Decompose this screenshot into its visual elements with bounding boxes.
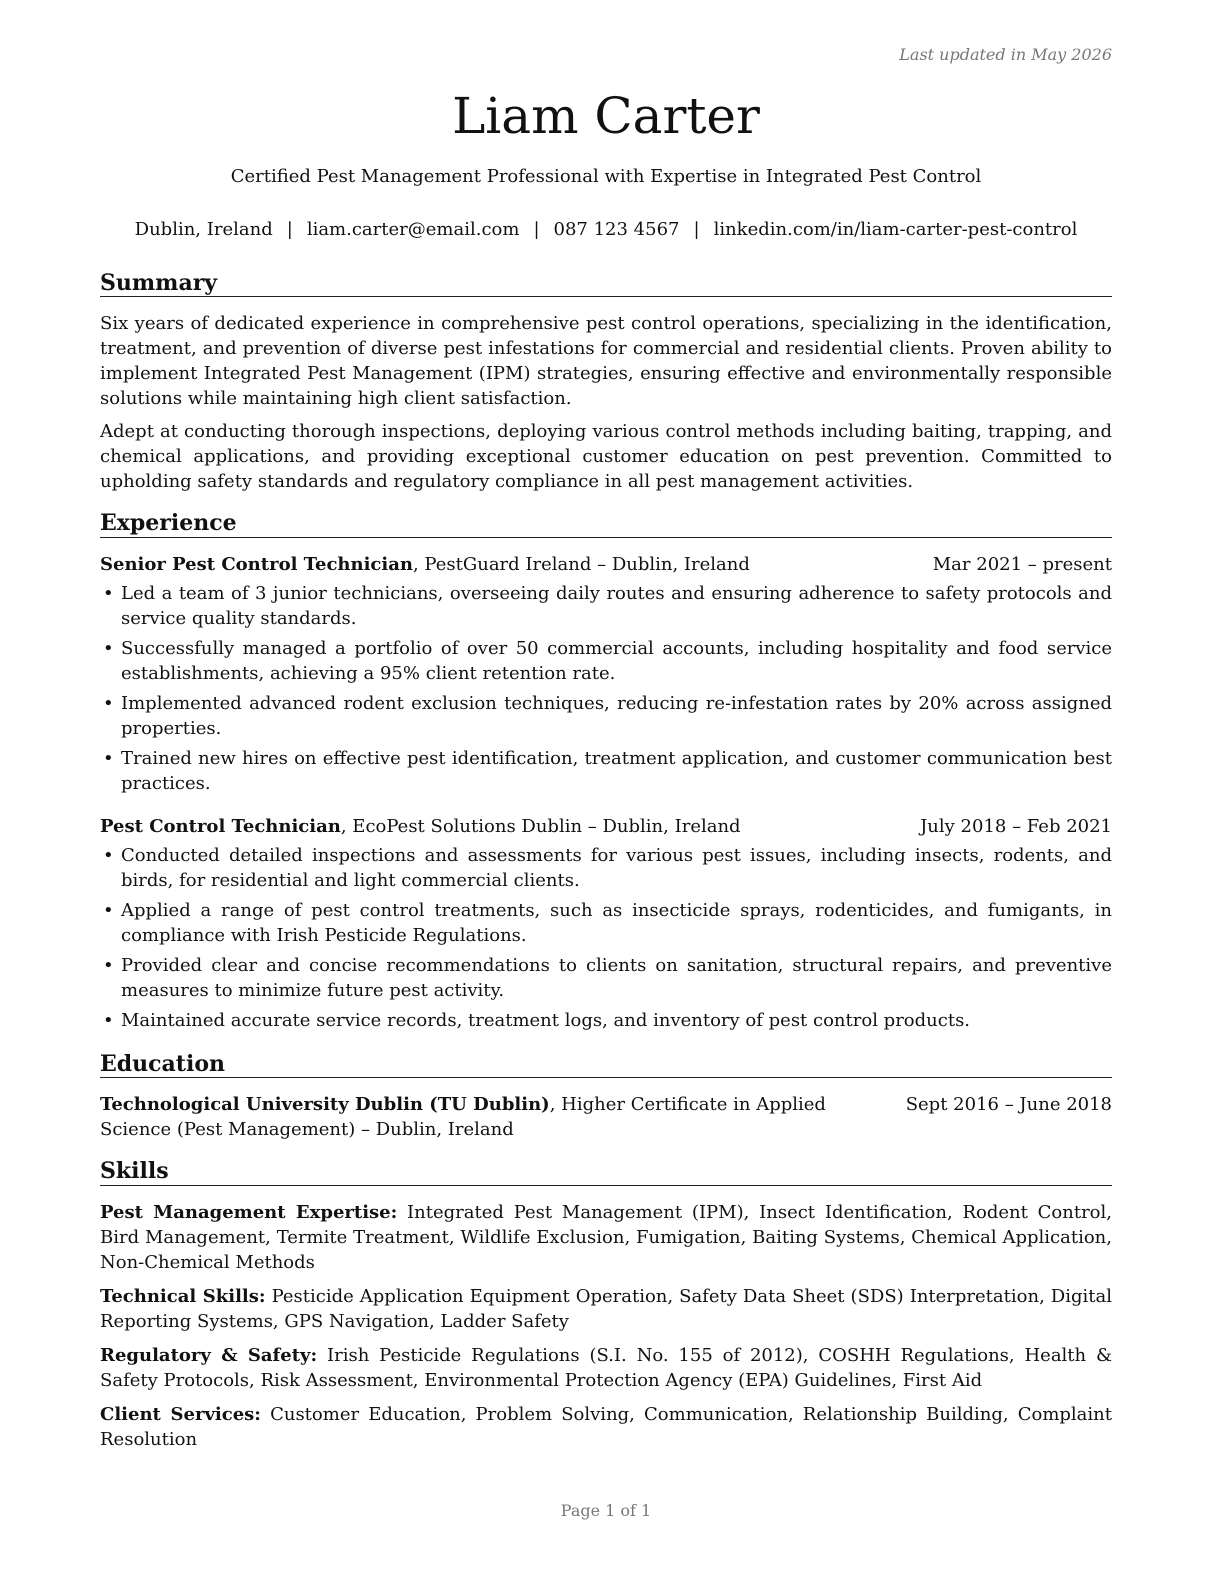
job-company: , PestGuard Ireland – Dublin, Ireland — [412, 553, 750, 575]
job-title-line — [100, 814, 920, 839]
summary-section — [100, 270, 1112, 494]
job-company: , EcoPest Solutions Dublin – Dublin, Ireland — [340, 815, 741, 837]
contact-linkedin[interactable]: linkedin.com/in/liam-carter-pest-control — [713, 219, 1078, 240]
job-entry — [100, 814, 1112, 1033]
job-dates: Mar 2021 – present — [932, 553, 1112, 575]
job-bullets — [100, 843, 1112, 1033]
education-school: Technological University Dublin (TU Dublin) — [100, 1094, 550, 1116]
skill-text: Integrated Pest Management (IPM), Insect Identification, Rodent Control, Bird Management, Termite Treatment, Wildlife Exclusion, Fumigation, Baiting Systems, Chemical Application, Non-Chemical Methods — [100, 1201, 1112, 1273]
section-title: Summary — [100, 270, 1112, 297]
job-bullet: • Applied a range of pest control treatments, such as insecticide sprays, rodenticides, and fumigants, in compliance with Irish Pesticide Regulations. — [100, 898, 1112, 948]
skill-text: Pesticide Application Equipment Operation, Safety Data Sheet (SDS) Interpretation, Digital Reporting Systems, GPS Navigation, Ladder Safety — [100, 1285, 1112, 1332]
job-header — [100, 552, 1112, 577]
skill-label: Technical Skills: — [100, 1285, 266, 1307]
resume-content — [100, 270, 1112, 1468]
skill-label: Client Services: — [100, 1403, 261, 1425]
summary-paragraph: Six years of dedicated experience in comprehensive pest control operations, specializing in the identification, treatment, and prevention of diverse pest infestations for commercial and residential clients. Proven ability to implement Integrated Pest Management (IPM) strategies, ensuring effective and environmentally responsible solutions while maintaining high client satisfaction. — [100, 313, 1112, 410]
page-number: Page 1 of 1 — [560, 1501, 652, 1520]
skill-group — [100, 1343, 1112, 1393]
summary-paragraph: Adept at conducting thorough inspections, deploying various control methods including baiting, trapping, and chemical applications, and providing exceptional customer education on pest prevention. Committed to upholding safety standards and regulatory compliance in all pest management activities. — [100, 421, 1112, 493]
contact-separator: | — [286, 219, 293, 240]
job-bullet: • Maintained accurate service records, treatment logs, and inventory of pest control products. — [100, 1008, 1112, 1033]
skill-text: Irish Pesticide Regulations (S.I. No. 155 of 2012), COSHH Regulations, Health & Safety Protocols, Risk Assessment, Environmental Protection Agency (EPA) Guidelines, First Aid — [100, 1344, 1112, 1391]
education-section — [100, 1051, 1112, 1142]
job-header — [100, 814, 1112, 839]
contact-email[interactable]: liam.carter@email.com — [306, 219, 520, 240]
skill-label: Regulatory & Safety: — [100, 1344, 318, 1366]
job-bullets — [100, 581, 1112, 796]
education-details: , Higher Certificate in Applied Science (Pest Management) – Dublin, Ireland — [100, 1094, 826, 1141]
contact-separator: | — [693, 219, 700, 240]
job-bullet: • Implemented advanced rodent exclusion techniques, reducing re-infestation rates by 20% across assigned properties. — [100, 691, 1112, 741]
skill-label: Pest Management Expertise: — [100, 1201, 398, 1223]
job-bullet: • Trained new hires on effective pest identification, treatment application, and customer communication best practices. — [100, 746, 1112, 796]
education-entry — [100, 1092, 1112, 1142]
last-updated: Last updated in May 2026 — [899, 45, 1112, 64]
contact-phone: 087 123 4567 — [553, 219, 680, 240]
job-entry — [100, 552, 1112, 796]
job-bullet: • Led a team of 3 junior technicians, overseeing daily routes and ensuring adherence to safety protocols and service quality standards. — [100, 581, 1112, 631]
experience-section — [100, 510, 1112, 1032]
job-role: Pest Control Technician — [100, 815, 341, 837]
resume-page — [100, 0, 1112, 1584]
job-bullet: • Provided clear and concise recommendations to clients on sanitation, structural repairs, and preventive measures to minimize future pest activity. — [100, 953, 1112, 1003]
job-bullet: • Conducted detailed inspections and assessments for various pest issues, including insects, rodents, and birds, for residential and light commercial clients. — [100, 843, 1112, 893]
job-title-line — [100, 552, 933, 577]
job-dates: July 2018 – Feb 2021 — [920, 815, 1112, 837]
education-line — [100, 1092, 906, 1142]
skills-section — [100, 1158, 1112, 1451]
skill-group — [100, 1402, 1112, 1452]
candidate-name: Liam Carter — [452, 87, 760, 145]
section-title: Skills — [100, 1158, 1112, 1185]
skill-group — [100, 1200, 1112, 1275]
contact-line — [100, 219, 1112, 240]
skill-group — [100, 1284, 1112, 1334]
contact-separator: | — [533, 219, 540, 240]
job-role: Senior Pest Control Technician — [100, 553, 413, 575]
skill-text: Customer Education, Problem Solving, Communication, Relationship Building, Complaint Resolution — [100, 1403, 1112, 1450]
job-bullet: • Successfully managed a portfolio of over 50 commercial accounts, including hospitality and food service establishments, achieving a 95% client retention rate. — [100, 636, 1112, 686]
education-dates: Sept 2016 – June 2018 — [905, 1094, 1112, 1116]
headline: Certified Pest Management Professional with Expertise in Integrated Pest Control — [230, 166, 982, 187]
contact-location: Dublin, Ireland — [134, 219, 273, 240]
section-title: Education — [100, 1051, 1112, 1078]
section-title: Experience — [100, 510, 1112, 537]
